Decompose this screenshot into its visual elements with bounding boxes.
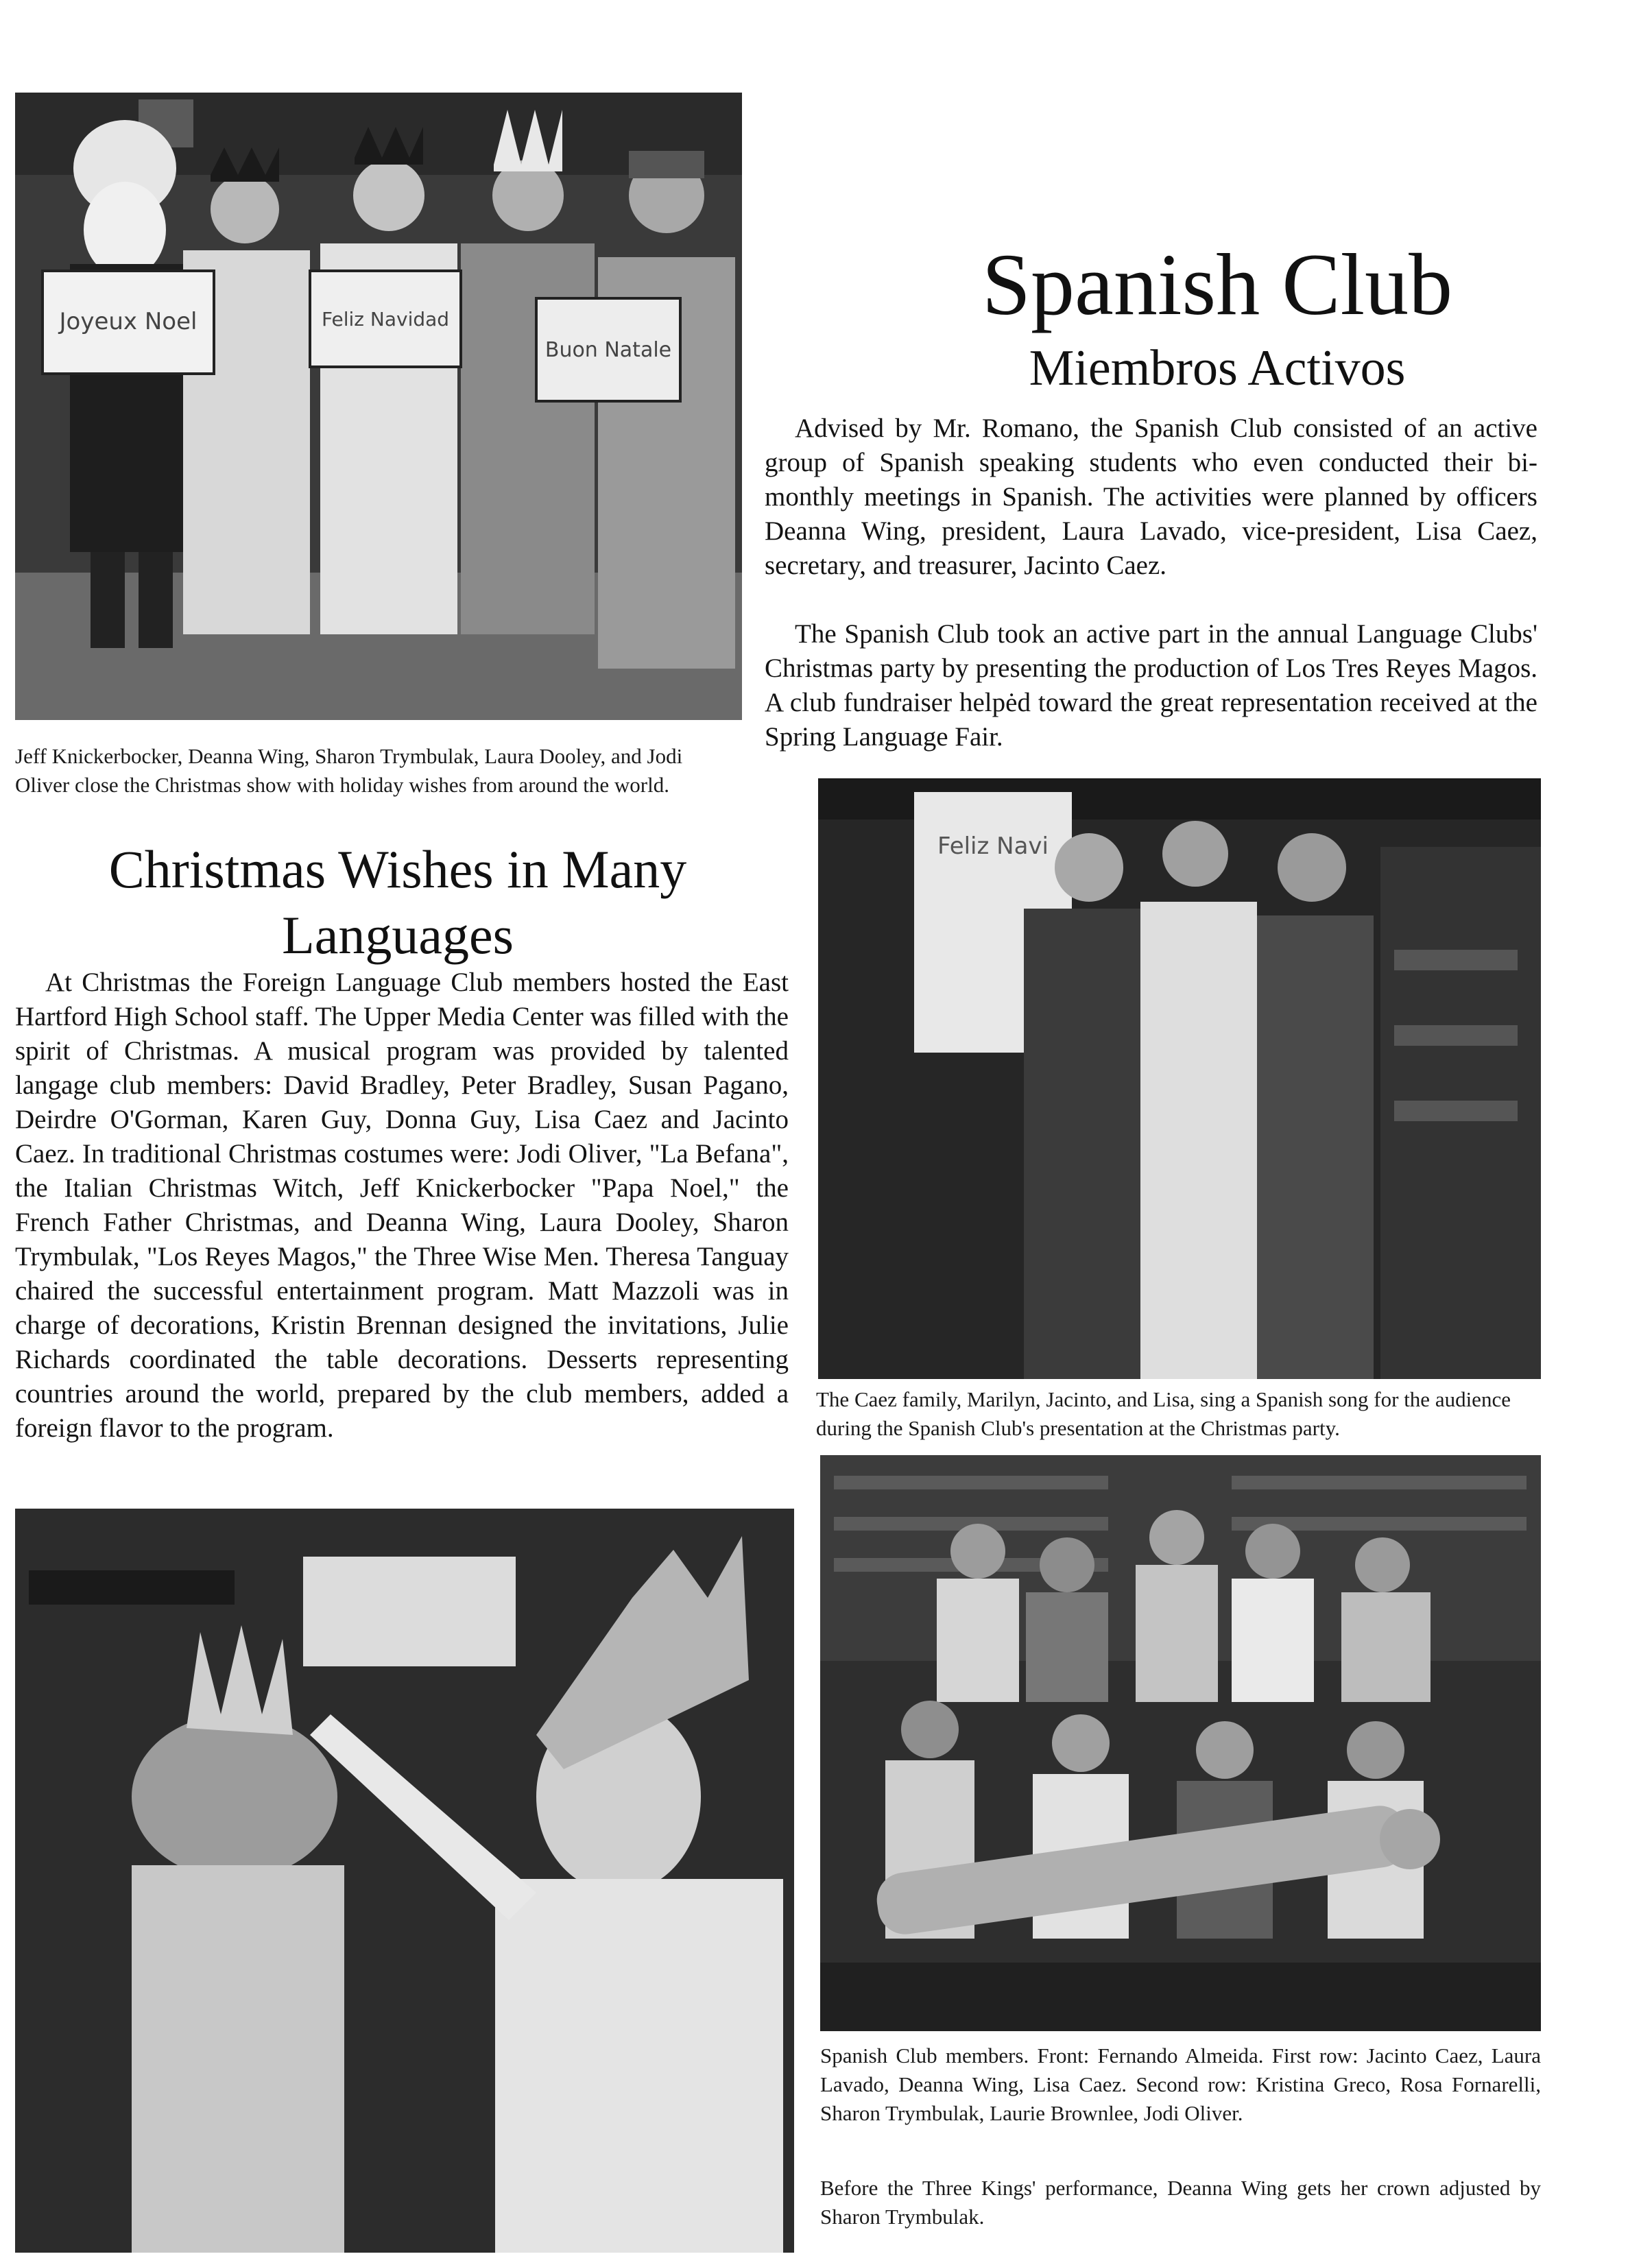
photo-costumed-students: [15, 93, 742, 720]
spanish-club-paragraph-2: The Spanish Club took an active part in the annual Language Clubs' Christmas party by presenting the production of Los Tres Reyes Magos. A club fundraiser helpėd toward the great representation received at the Spring Language Fair.: [765, 619, 1537, 752]
photo-crown-adjustment: [15, 1509, 794, 2253]
sign-feliz-navi: Feliz Navi: [937, 832, 1049, 860]
caption-costumes: Jeff Knickerbocker, Deanna Wing, Sharon Trymbulak, Laura Dooley, and Jodi Oliver close the Christmas show with holiday wishes from around the world.: [15, 744, 683, 797]
christmas-article: At Christmas the Foreign Language Club members hosted the East Hartford High School staff. The Upper Media Center was filled with the spirit of Christmas. A musical program was provided by talented langage club members: David Bradley, Peter Bradley, Susan Pagano, Deirdre O'Gorman, Karen Guy, Donna Guy, Lisa Caez and Jacinto Caez. In traditional Christmas costumes were: Jodi Oliver, "La Befana", the Italian Christmas Witch, Jeff Knickerbocker "Papa Noel," the French Father Christmas, and Deanna Wing, Laura Dooley, Sharon Trymbulak, "Los Reyes Magos," the Three Wise Men. Theresa Tanguay chaired the successful entertainment program. Matt Mazzoli was in charge of decorations, Kristin Brennan designed the invitations, Julie Richards coordinated the table decorations. Desserts representing countries around the world, prepared by the club members, added a foreign flavor to the program.: [15, 968, 789, 1443]
sign-joyeux-noel: Joyeux Noel: [59, 308, 197, 335]
spanish-club-paragraph-1: Advised by Mr. Romano, the Spanish Club consisted of an active group of Spanish speaking students who even conducted their bi-monthly meetings in Spanish. The activities were planned by officers Deanna Wing, president, Laura Lavado, vice-president, Lisa Caez, secretary, and treasurer, Jacinto Caez.: [765, 414, 1537, 580]
caption-caez-family: The Caez family, Marilyn, Jacinto, and Lisa, sing a Spanish song for the audience during the Spanish Club's presentation at the Christmas party.: [816, 1387, 1511, 1440]
photo-club-members: [820, 1455, 1541, 2031]
caption-crown: Before the Three Kings' performance, Deanna Wing gets her crown adjusted by Sharon Trymbulak.: [820, 2176, 1541, 2229]
sign-feliz-navidad: Feliz Navidad: [321, 308, 450, 331]
caption-club-members: Spanish Club members. Front: Fernando Almeida. First row: Jacinto Caez, Laura Lavado, Deanna Wing, Lisa Caez. Second row: Kristina Greco, Rosa Fornarelli, Sharon Trymbulak, Laurie Brownlee, Jodi Oliver.: [820, 2044, 1541, 2125]
spanish-club-subtitle: Miembros Activos: [1029, 340, 1406, 396]
spanish-club-title: Spanish Club: [981, 236, 1453, 333]
sign-buon-natale: Buon Natale: [544, 338, 672, 362]
christmas-headline: Christmas Wishes in Many Languages: [108, 839, 687, 965]
photo-caez-family: [818, 778, 1541, 1379]
